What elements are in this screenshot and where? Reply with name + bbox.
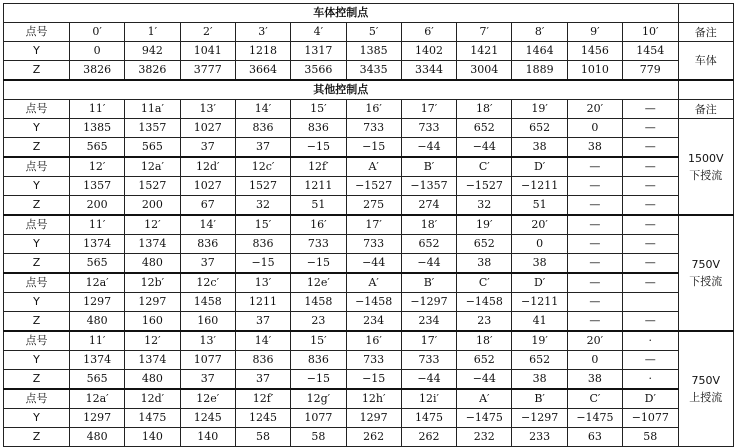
- section-title-other-points: 其他控制点: [4, 80, 679, 100]
- value-cell: —: [567, 177, 622, 196]
- value-cell: 9′: [567, 23, 622, 42]
- value-cell: A′: [457, 389, 512, 409]
- value-cell: 37: [235, 370, 290, 390]
- value-cell: 12f′: [291, 157, 346, 177]
- value-cell: 14′: [235, 331, 290, 351]
- value-cell: −44: [401, 370, 456, 390]
- value-cell: 18′: [457, 100, 512, 119]
- value-cell: 11′: [69, 100, 124, 119]
- value-cell: —: [567, 196, 622, 216]
- value-cell: 1041: [180, 42, 235, 61]
- note-line: 下授流: [689, 275, 723, 288]
- note-line: 下授流: [689, 168, 723, 182]
- value-cell: 3826: [125, 61, 180, 81]
- table-row: [4, 312, 734, 332]
- value-cell: 51: [512, 196, 567, 216]
- value-cell: 733: [401, 351, 456, 370]
- value-cell: 58: [291, 428, 346, 447]
- value-cell: 140: [180, 428, 235, 447]
- table-row: [4, 351, 734, 370]
- value-cell: 3664: [235, 61, 290, 81]
- note-line: 750V: [691, 374, 721, 387]
- value-cell: 836: [235, 235, 290, 254]
- value-cell: 565: [125, 138, 180, 158]
- value-cell: 12h′: [346, 389, 401, 409]
- table-row: [4, 157, 734, 177]
- value-cell: 652: [457, 235, 512, 254]
- table-row: [4, 409, 734, 428]
- value-cell: 12c′: [235, 157, 290, 177]
- row-label: 点号: [4, 331, 70, 351]
- value-cell: 1317: [291, 42, 346, 61]
- value-cell: 1′: [125, 23, 180, 42]
- value-cell: −1475: [457, 409, 512, 428]
- value-cell: 38: [567, 138, 622, 158]
- value-cell: 37: [180, 370, 235, 390]
- row-label: Z: [4, 138, 70, 158]
- value-cell: 58: [235, 428, 290, 447]
- value-cell: −44: [457, 370, 512, 390]
- value-cell: 63: [567, 428, 622, 447]
- value-cell: 733: [291, 235, 346, 254]
- value-cell: 480: [69, 312, 124, 332]
- value-cell: 13′: [235, 273, 290, 293]
- value-cell: 1245: [235, 409, 290, 428]
- value-cell: 67: [180, 196, 235, 216]
- value-cell: −1297: [512, 409, 567, 428]
- value-cell: 6′: [401, 23, 456, 42]
- value-cell: B′: [512, 389, 567, 409]
- value-cell: 1374: [69, 351, 124, 370]
- table-body: [4, 4, 734, 447]
- row-label: Z: [4, 196, 70, 216]
- value-cell: [623, 293, 678, 312]
- value-cell: 1297: [69, 293, 124, 312]
- row-label: 点号: [4, 215, 70, 235]
- table-row: [4, 273, 734, 293]
- value-cell: 37: [180, 138, 235, 158]
- value-cell: 3344: [401, 61, 456, 81]
- row-label: Y: [4, 409, 70, 428]
- value-cell: 1357: [125, 119, 180, 138]
- value-cell: −15: [291, 370, 346, 390]
- value-cell: 1211: [291, 177, 346, 196]
- value-cell: 32: [235, 196, 290, 216]
- value-cell: 3435: [346, 61, 401, 81]
- value-cell: 41: [512, 312, 567, 332]
- row-label: Z: [4, 254, 70, 274]
- note-line: 1500V: [688, 151, 724, 165]
- value-cell: −1077: [623, 409, 678, 428]
- value-cell: 12g′: [291, 389, 346, 409]
- value-cell: 1245: [180, 409, 235, 428]
- value-cell: 160: [125, 312, 180, 332]
- value-cell: 37: [235, 312, 290, 332]
- note-cell: [678, 331, 733, 447]
- value-cell: 232: [457, 428, 512, 447]
- value-cell: 38: [512, 138, 567, 158]
- value-cell: 16′: [346, 331, 401, 351]
- value-cell: —: [623, 196, 678, 216]
- value-cell: 7′: [457, 23, 512, 42]
- value-cell: 200: [69, 196, 124, 216]
- value-cell: 275: [346, 196, 401, 216]
- value-cell: 20′: [567, 100, 622, 119]
- value-cell: —: [567, 293, 622, 312]
- value-cell: 652: [512, 351, 567, 370]
- value-cell: 3826: [69, 61, 124, 81]
- value-cell: ·: [623, 370, 678, 390]
- value-cell: 14′: [180, 215, 235, 235]
- control-point-sheet: [3, 3, 734, 447]
- table-row: [4, 428, 734, 447]
- value-cell: 836: [235, 351, 290, 370]
- value-cell: 733: [346, 351, 401, 370]
- value-cell: 3′: [235, 23, 290, 42]
- value-cell: 652: [401, 235, 456, 254]
- value-cell: 1010: [567, 61, 622, 81]
- value-cell: D′: [623, 389, 678, 409]
- value-cell: 12a′: [69, 389, 124, 409]
- row-label: 点号: [4, 157, 70, 177]
- value-cell: 652: [457, 351, 512, 370]
- value-cell: 1527: [235, 177, 290, 196]
- value-cell: 1889: [512, 61, 567, 81]
- value-cell: C′: [457, 273, 512, 293]
- row-label: Y: [4, 119, 70, 138]
- value-cell: 733: [346, 235, 401, 254]
- row-label: Y: [4, 235, 70, 254]
- value-cell: 10′: [623, 23, 678, 42]
- value-cell: —: [567, 157, 622, 177]
- table-row: [4, 42, 734, 61]
- value-cell: 233: [512, 428, 567, 447]
- value-cell: 942: [125, 42, 180, 61]
- value-cell: 1027: [180, 177, 235, 196]
- value-cell: 1297: [125, 293, 180, 312]
- value-cell: —: [623, 119, 678, 138]
- value-cell: 14′: [235, 100, 290, 119]
- value-cell: 1374: [125, 351, 180, 370]
- value-cell: −1458: [457, 293, 512, 312]
- value-cell: 0: [69, 42, 124, 61]
- value-cell: 18′: [401, 215, 456, 235]
- row-label: Z: [4, 312, 70, 332]
- value-cell: C′: [567, 389, 622, 409]
- note-header-blank: [678, 4, 733, 23]
- note-header-blank: [678, 80, 733, 100]
- value-cell: 19′: [512, 331, 567, 351]
- note-line: 上授流: [689, 391, 723, 404]
- value-cell: 565: [69, 138, 124, 158]
- table-row: [4, 370, 734, 390]
- value-cell: —: [623, 235, 678, 254]
- value-cell: 1211: [235, 293, 290, 312]
- value-cell: 12a′: [125, 157, 180, 177]
- value-cell: —: [567, 312, 622, 332]
- value-cell: 1027: [180, 119, 235, 138]
- value-cell: 836: [235, 119, 290, 138]
- value-cell: 1218: [235, 42, 290, 61]
- row-label: Z: [4, 61, 70, 81]
- value-cell: 15′: [235, 215, 290, 235]
- value-cell: 38: [567, 370, 622, 390]
- note-line: 750V: [691, 258, 721, 271]
- value-cell: 18′: [457, 331, 512, 351]
- value-cell: 12i′: [401, 389, 456, 409]
- value-cell: −15: [346, 138, 401, 158]
- value-cell: 12a′: [69, 273, 124, 293]
- value-cell: 779: [623, 61, 678, 81]
- value-cell: 15′: [291, 100, 346, 119]
- value-cell: 0: [567, 119, 622, 138]
- value-cell: 3777: [180, 61, 235, 81]
- value-cell: −1458: [346, 293, 401, 312]
- value-cell: —: [567, 235, 622, 254]
- value-cell: −44: [401, 138, 456, 158]
- value-cell: 160: [180, 312, 235, 332]
- value-cell: 20′: [567, 331, 622, 351]
- value-cell: 274: [401, 196, 456, 216]
- value-cell: 1385: [346, 42, 401, 61]
- value-cell: 38: [512, 370, 567, 390]
- value-cell: 234: [401, 312, 456, 332]
- value-cell: −44: [346, 254, 401, 274]
- value-cell: A′: [346, 157, 401, 177]
- value-cell: 652: [512, 119, 567, 138]
- value-cell: 480: [125, 254, 180, 274]
- note-cell: 备注: [678, 23, 733, 42]
- value-cell: 37: [180, 254, 235, 274]
- value-cell: 4′: [291, 23, 346, 42]
- value-cell: 565: [69, 370, 124, 390]
- value-cell: −1527: [457, 177, 512, 196]
- row-label: Y: [4, 351, 70, 370]
- value-cell: 1297: [69, 409, 124, 428]
- value-cell: 652: [457, 119, 512, 138]
- value-cell: 140: [125, 428, 180, 447]
- row-label: Y: [4, 293, 70, 312]
- value-cell: —: [623, 254, 678, 274]
- row-label: Z: [4, 428, 70, 447]
- value-cell: 1385: [69, 119, 124, 138]
- note-cell: 备注: [678, 100, 733, 119]
- value-cell: 20′: [512, 215, 567, 235]
- row-label: Z: [4, 370, 70, 390]
- value-cell: 12′: [69, 157, 124, 177]
- value-cell: 1464: [512, 42, 567, 61]
- value-cell: −1211: [512, 177, 567, 196]
- value-cell: −15: [346, 370, 401, 390]
- value-cell: 733: [401, 119, 456, 138]
- value-cell: 1374: [125, 235, 180, 254]
- value-cell: 32: [457, 196, 512, 216]
- note-cell: 车体: [678, 42, 733, 81]
- value-cell: —: [567, 215, 622, 235]
- value-cell: —: [623, 312, 678, 332]
- value-cell: 1077: [291, 409, 346, 428]
- value-cell: 836: [291, 119, 346, 138]
- value-cell: 12b′: [125, 273, 180, 293]
- value-cell: 262: [401, 428, 456, 447]
- table-row: [4, 196, 734, 216]
- value-cell: 5′: [346, 23, 401, 42]
- table-row: [4, 177, 734, 196]
- value-cell: 0′: [69, 23, 124, 42]
- value-cell: −1527: [346, 177, 401, 196]
- table-row: [4, 100, 734, 119]
- value-cell: 23: [457, 312, 512, 332]
- table-row: [4, 389, 734, 409]
- table-row: [4, 23, 734, 42]
- value-cell: —: [623, 138, 678, 158]
- value-cell: B′: [401, 273, 456, 293]
- table-row: [4, 331, 734, 351]
- value-cell: 12f′: [235, 389, 290, 409]
- table-row: [4, 235, 734, 254]
- value-cell: C′: [457, 157, 512, 177]
- value-cell: 37: [235, 138, 290, 158]
- value-cell: −15: [291, 138, 346, 158]
- value-cell: D′: [512, 157, 567, 177]
- value-cell: 13′: [180, 100, 235, 119]
- value-cell: 1454: [623, 42, 678, 61]
- value-cell: 565: [69, 254, 124, 274]
- value-cell: 38: [512, 254, 567, 274]
- row-label: 点号: [4, 23, 70, 42]
- value-cell: —: [623, 100, 678, 119]
- value-cell: 16′: [346, 100, 401, 119]
- note-cell: [678, 119, 733, 216]
- value-cell: 0: [512, 235, 567, 254]
- value-cell: 58: [623, 428, 678, 447]
- control-point-table: [3, 3, 734, 447]
- value-cell: 19′: [457, 215, 512, 235]
- value-cell: −15: [291, 254, 346, 274]
- value-cell: —: [623, 273, 678, 293]
- value-cell: 17′: [401, 100, 456, 119]
- value-cell: 12′: [125, 215, 180, 235]
- value-cell: 15′: [291, 331, 346, 351]
- value-cell: 234: [346, 312, 401, 332]
- value-cell: 200: [125, 196, 180, 216]
- table-row: [4, 138, 734, 158]
- value-cell: —: [567, 254, 622, 274]
- value-cell: 12e′: [180, 389, 235, 409]
- value-cell: 1458: [291, 293, 346, 312]
- table-row: [4, 215, 734, 235]
- value-cell: 2′: [180, 23, 235, 42]
- row-label: 点号: [4, 273, 70, 293]
- value-cell: −1357: [401, 177, 456, 196]
- value-cell: —: [623, 351, 678, 370]
- value-cell: 11a′: [125, 100, 180, 119]
- value-cell: 1297: [346, 409, 401, 428]
- value-cell: 3566: [291, 61, 346, 81]
- value-cell: 1475: [401, 409, 456, 428]
- table-row: [4, 4, 734, 23]
- value-cell: 13′: [180, 331, 235, 351]
- row-label: 点号: [4, 100, 70, 119]
- row-label: 点号: [4, 389, 70, 409]
- value-cell: 1458: [180, 293, 235, 312]
- value-cell: B′: [401, 157, 456, 177]
- value-cell: ·: [623, 331, 678, 351]
- table-row: [4, 61, 734, 81]
- value-cell: 19′: [512, 100, 567, 119]
- table-row: [4, 119, 734, 138]
- section-title-body-points: 车体控制点: [4, 4, 679, 23]
- value-cell: 17′: [346, 215, 401, 235]
- value-cell: —: [623, 177, 678, 196]
- value-cell: 51: [291, 196, 346, 216]
- value-cell: 1374: [69, 235, 124, 254]
- value-cell: −15: [235, 254, 290, 274]
- value-cell: 480: [69, 428, 124, 447]
- value-cell: 1077: [180, 351, 235, 370]
- value-cell: 1402: [401, 42, 456, 61]
- table-row: [4, 254, 734, 274]
- value-cell: —: [567, 273, 622, 293]
- value-cell: −44: [457, 138, 512, 158]
- value-cell: 11′: [69, 331, 124, 351]
- value-cell: A′: [346, 273, 401, 293]
- value-cell: D′: [512, 273, 567, 293]
- value-cell: −1475: [567, 409, 622, 428]
- value-cell: 1421: [457, 42, 512, 61]
- value-cell: 11′: [69, 215, 124, 235]
- value-cell: 38: [457, 254, 512, 274]
- value-cell: 1475: [125, 409, 180, 428]
- value-cell: 1527: [125, 177, 180, 196]
- value-cell: 262: [346, 428, 401, 447]
- value-cell: 23: [291, 312, 346, 332]
- value-cell: 16′: [291, 215, 346, 235]
- value-cell: 1357: [69, 177, 124, 196]
- value-cell: 733: [346, 119, 401, 138]
- value-cell: −1211: [512, 293, 567, 312]
- value-cell: −1297: [401, 293, 456, 312]
- value-cell: 3004: [457, 61, 512, 81]
- value-cell: 12d′: [180, 157, 235, 177]
- value-cell: 836: [291, 351, 346, 370]
- table-row: [4, 80, 734, 100]
- table-row: [4, 293, 734, 312]
- value-cell: 12c′: [180, 273, 235, 293]
- note-cell: [678, 215, 733, 331]
- value-cell: 12d′: [125, 389, 180, 409]
- value-cell: 836: [180, 235, 235, 254]
- row-label: Y: [4, 42, 70, 61]
- value-cell: —: [623, 157, 678, 177]
- value-cell: 0: [567, 351, 622, 370]
- value-cell: 8′: [512, 23, 567, 42]
- value-cell: 12′: [125, 331, 180, 351]
- value-cell: 1456: [567, 42, 622, 61]
- value-cell: −44: [401, 254, 456, 274]
- value-cell: —: [623, 215, 678, 235]
- row-label: Y: [4, 177, 70, 196]
- value-cell: 12e′: [291, 273, 346, 293]
- value-cell: 480: [125, 370, 180, 390]
- value-cell: 17′: [401, 331, 456, 351]
